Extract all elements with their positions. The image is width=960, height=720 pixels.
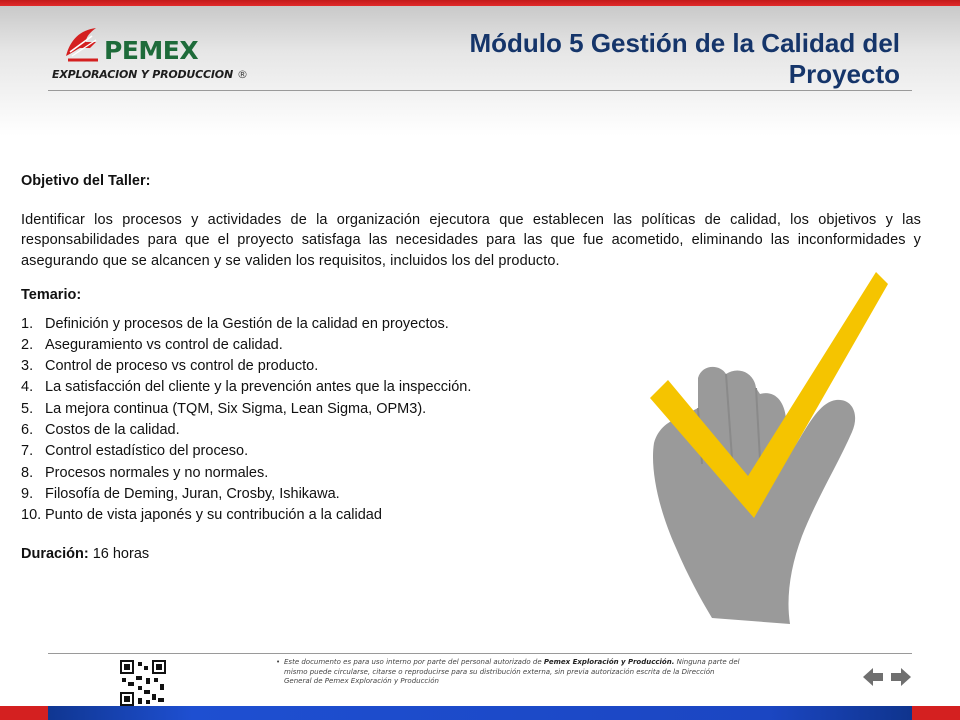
hand-checkmark-illustration bbox=[640, 268, 900, 628]
temario-item-number: 5. bbox=[21, 400, 34, 417]
qr-code-icon[interactable] bbox=[120, 660, 166, 706]
objective-text: Identificar los procesos y actividades de la organización ejecutora que establecen las políticas de calidad, los objetivos y las responsabilidades para que el proyecto satisfaga las necesidades para las que fue acometido, eliminando las inconformidades y asegurando que se alcancen y se validen los requisitos, incluidos los del producto. bbox=[21, 211, 921, 269]
temario-item-text: Costos de la calidad. bbox=[45, 421, 180, 438]
temario-item-text: La satisfacción del cliente y la prevención antes que la inspección. bbox=[45, 379, 472, 396]
arrow-right-icon[interactable] bbox=[890, 666, 912, 688]
pemex-logo bbox=[52, 26, 248, 86]
temario-item-number: 6. bbox=[21, 421, 34, 438]
bottom-bar bbox=[0, 706, 960, 720]
temario-heading: Temario: bbox=[21, 287, 82, 303]
disclaimer-text-bold: Pemex Exploración y Producción. bbox=[543, 658, 675, 666]
disclaimer-bullet: • bbox=[276, 658, 281, 666]
disclaimer-text-post: Ninguna parte del mismo puede circularse, citarse o reproducirse para su distribución externa, sin previa autorización escrita de la Dirección General de Pemex Exploración y Producción bbox=[284, 658, 740, 686]
temario-item-text: Punto de vista japonés y su contribución a la calidad bbox=[45, 507, 382, 524]
footer-disclaimer bbox=[276, 658, 744, 687]
duration-value: 16 horas bbox=[92, 546, 150, 563]
temario-item-text: Filosofía de Deming, Juran, Crosby, Ishikawa. bbox=[45, 485, 340, 502]
disclaimer-text-pre: Este documento es para uso interno por parte del personal autorizado de bbox=[284, 658, 544, 666]
temario-item-text: Procesos normales y no normales. bbox=[45, 464, 269, 481]
temario-item-number: 10. bbox=[21, 507, 42, 524]
logo-brand-name: PEMEX bbox=[104, 36, 199, 65]
temario-item-number: 9. bbox=[21, 485, 34, 502]
temario-item-text: Control de proceso vs control de producto. bbox=[45, 358, 319, 375]
registered-mark: ® bbox=[236, 68, 248, 81]
temario-item-text: Control estadístico del proceso. bbox=[45, 443, 249, 460]
logo-subtitle-text: EXPLORACION Y PRODUCCION bbox=[52, 68, 233, 81]
objective-heading: Objetivo del Taller: bbox=[21, 173, 151, 189]
temario-item-number: 2. bbox=[21, 336, 34, 353]
bottom-bar-right-accent bbox=[912, 706, 960, 720]
slide-navigation bbox=[862, 666, 914, 688]
pemex-eagle-icon bbox=[62, 26, 102, 64]
temario-item-text: Aseguramiento vs control de calidad. bbox=[45, 336, 283, 353]
page-title: Módulo 5 Gestión de la Calidad del Proyecto bbox=[469, 28, 900, 89]
bottom-bar-left-accent bbox=[0, 706, 48, 720]
temario-item-number: 1. bbox=[21, 315, 34, 332]
temario-item-text: La mejora continua (TQM, Six Sigma, Lean Sigma, OPM3). bbox=[45, 400, 427, 417]
arrow-left-icon[interactable] bbox=[862, 666, 884, 688]
temario-item-number: 7. bbox=[21, 443, 34, 460]
duration-label: Duración: bbox=[21, 546, 89, 563]
temario-item-text: Definición y procesos de la Gestión de la calidad en proyectos. bbox=[45, 315, 449, 332]
logo-subtitle bbox=[52, 68, 248, 81]
temario-item-number: 4. bbox=[21, 379, 34, 396]
temario-item-number: 3. bbox=[21, 358, 34, 375]
temario-item-number: 8. bbox=[21, 464, 34, 481]
footer-divider bbox=[48, 653, 912, 654]
title-divider bbox=[48, 90, 912, 91]
